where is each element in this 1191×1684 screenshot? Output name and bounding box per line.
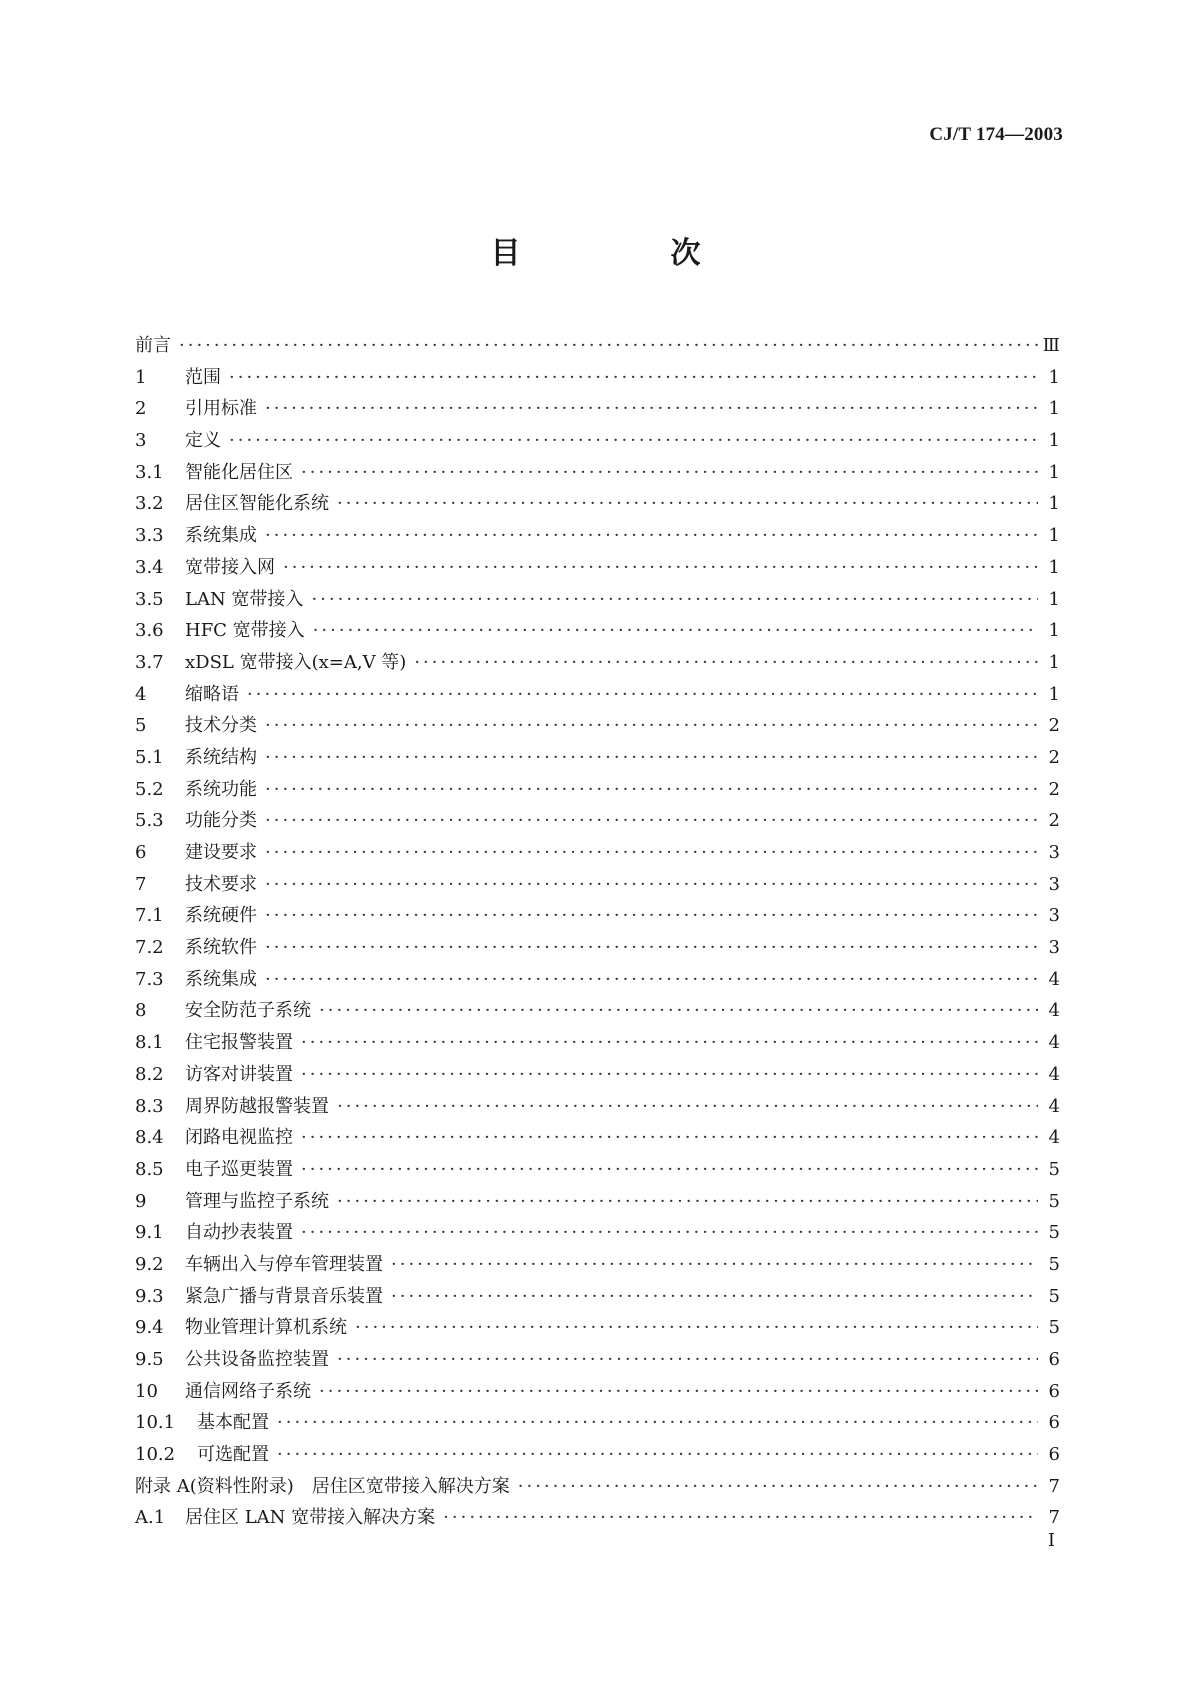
toc-entry-page: 1 bbox=[1048, 398, 1060, 420]
dot-leader bbox=[265, 837, 1038, 869]
toc-entry-title: 附录 A(资料性附录) 居住区宽带接入解决方案 bbox=[135, 1475, 510, 1497]
toc-entry-number: 9.5 bbox=[135, 1349, 164, 1370]
toc-entry-number: 9.4 bbox=[135, 1317, 164, 1339]
toc-entry-number: 9 bbox=[135, 1190, 147, 1212]
toc-entry-page: 6 bbox=[1048, 1444, 1060, 1466]
toc-entry-page: 7 bbox=[1048, 1475, 1060, 1497]
toc-entry-number: 3.2 bbox=[135, 493, 164, 515]
toc-entry[interactable] bbox=[135, 742, 1060, 774]
toc-entry-page: 1 bbox=[1048, 366, 1060, 388]
toc-entry[interactable] bbox=[135, 647, 1060, 679]
toc-entry-page: 5 bbox=[1048, 1253, 1060, 1275]
toc-entry[interactable] bbox=[135, 584, 1060, 616]
toc-entry-number: 3.3 bbox=[135, 525, 164, 547]
dot-leader bbox=[301, 1122, 1038, 1154]
toc-entry-page: 4 bbox=[1048, 1127, 1060, 1149]
toc-entry-title: LAN 宽带接入 bbox=[185, 588, 304, 610]
toc-entry-page: 6 bbox=[1048, 1412, 1060, 1434]
toc-entry[interactable] bbox=[135, 488, 1060, 520]
toc-entry-number: 5.1 bbox=[135, 746, 164, 768]
dot-leader bbox=[265, 932, 1038, 964]
toc-entry-number: 8.3 bbox=[135, 1095, 164, 1117]
toc-entry-number: 3.4 bbox=[135, 556, 164, 578]
toc-entry-number: 7.3 bbox=[135, 968, 164, 990]
toc-entry-page: Ⅲ bbox=[1042, 335, 1060, 356]
toc-entry-number: 8 bbox=[135, 1000, 147, 1022]
toc-entry-title: 系统硬件 bbox=[185, 905, 257, 927]
toc-entry-page: 1 bbox=[1048, 461, 1060, 483]
dot-leader bbox=[414, 647, 1038, 679]
toc-entry-title: 技术分类 bbox=[185, 715, 257, 737]
toc-entry-page: 3 bbox=[1048, 842, 1060, 863]
standard-code: CJ/T 174—2003 bbox=[929, 124, 1063, 145]
dot-leader bbox=[301, 1059, 1038, 1091]
toc-entry-number: 8.1 bbox=[135, 1032, 164, 1054]
toc-entry-page: 4 bbox=[1048, 1000, 1060, 1022]
toc-entry-page: 1 bbox=[1048, 620, 1060, 642]
toc-entry-number: 1 bbox=[135, 366, 147, 388]
toc-entry[interactable] bbox=[135, 1471, 1060, 1503]
toc-entry-title: 功能分类 bbox=[185, 810, 257, 832]
toc-entry-page: 2 bbox=[1048, 810, 1060, 832]
toc-entry-page: 7 bbox=[1048, 1507, 1060, 1529]
dot-leader bbox=[277, 1439, 1038, 1471]
toc-entry[interactable] bbox=[135, 1027, 1060, 1059]
toc-entry-number: 9.2 bbox=[135, 1253, 164, 1275]
dot-leader bbox=[355, 1312, 1038, 1344]
toc-entry-number: 6 bbox=[135, 842, 147, 863]
toc-entry-title: 范围 bbox=[185, 366, 221, 388]
toc-entry-title: 公共设备监控装置 bbox=[185, 1349, 329, 1370]
toc-entry-number: 3.5 bbox=[135, 588, 164, 610]
toc-entry[interactable] bbox=[135, 774, 1060, 806]
toc-entry-title: 建设要求 bbox=[185, 842, 257, 863]
toc-entry-title: 车辆出入与停车管理装置 bbox=[185, 1253, 383, 1275]
toc-entry[interactable] bbox=[135, 330, 1060, 362]
toc-entry-page: 1 bbox=[1048, 683, 1060, 705]
dot-leader bbox=[301, 1154, 1038, 1186]
table-of-contents bbox=[135, 330, 1060, 1534]
toc-entry-title: 系统结构 bbox=[185, 746, 257, 768]
toc-entry-number: 3.7 bbox=[135, 651, 164, 673]
dot-leader bbox=[337, 1091, 1038, 1123]
toc-entry-page: 4 bbox=[1048, 1095, 1060, 1117]
toc-entry[interactable] bbox=[135, 520, 1060, 552]
toc-entry-number: 9.3 bbox=[135, 1285, 164, 1307]
toc-entry-page: 1 bbox=[1048, 430, 1060, 452]
toc-entry-title: 定义 bbox=[185, 430, 221, 452]
toc-entry[interactable] bbox=[135, 1249, 1060, 1281]
toc-entry-page: 4 bbox=[1048, 1063, 1060, 1085]
toc-entry-title: 管理与监控子系统 bbox=[185, 1190, 329, 1212]
toc-entry[interactable] bbox=[135, 1502, 1060, 1534]
toc-entry-title: 宽带接入网 bbox=[185, 556, 275, 578]
dot-leader bbox=[265, 900, 1038, 932]
toc-entry[interactable] bbox=[135, 964, 1060, 996]
toc-entry-page: 5 bbox=[1048, 1317, 1060, 1339]
toc-entry[interactable] bbox=[135, 362, 1060, 394]
toc-entry-number: 7.1 bbox=[135, 905, 164, 927]
dot-leader bbox=[283, 552, 1038, 584]
toc-entry-page: 6 bbox=[1048, 1380, 1060, 1402]
toc-entry-number: 5.3 bbox=[135, 810, 164, 832]
toc-entry[interactable] bbox=[135, 552, 1060, 584]
toc-entry-page: 6 bbox=[1048, 1349, 1060, 1370]
toc-entry-page: 1 bbox=[1048, 525, 1060, 547]
dot-leader bbox=[311, 584, 1038, 616]
toc-entry-number: A.1 bbox=[135, 1507, 166, 1529]
toc-entry-page: 5 bbox=[1048, 1158, 1060, 1180]
toc-entry-title: 系统集成 bbox=[185, 525, 257, 547]
toc-entry-page: 2 bbox=[1048, 746, 1060, 768]
toc-entry-title: 周界防越报警装置 bbox=[185, 1095, 329, 1117]
toc-entry[interactable] bbox=[135, 1154, 1060, 1186]
toc-entry-page: 4 bbox=[1048, 1032, 1060, 1054]
toc-entry[interactable] bbox=[135, 805, 1060, 837]
toc-entry-number: 7 bbox=[135, 873, 147, 895]
dot-leader bbox=[301, 1217, 1038, 1249]
toc-entry-title: 闭路电视监控 bbox=[185, 1127, 293, 1149]
toc-entry[interactable] bbox=[135, 1186, 1060, 1218]
toc-entry-title: 自动抄表装置 bbox=[185, 1222, 293, 1244]
toc-entry-title: 系统功能 bbox=[185, 778, 257, 800]
toc-entry-number: 5 bbox=[135, 715, 147, 737]
page-number: I bbox=[1047, 1530, 1055, 1551]
toc-entry[interactable] bbox=[135, 1344, 1060, 1376]
toc-entry[interactable] bbox=[135, 1217, 1060, 1249]
dot-leader bbox=[391, 1249, 1038, 1281]
toc-entry-title: 技术要求 bbox=[185, 873, 257, 895]
toc-entry[interactable] bbox=[135, 900, 1060, 932]
toc-entry-page: 2 bbox=[1048, 715, 1060, 737]
toc-entry-number: 7.2 bbox=[135, 937, 164, 959]
toc-entry[interactable] bbox=[135, 1281, 1060, 1313]
toc-entry-number: 9.1 bbox=[135, 1222, 164, 1244]
dot-leader bbox=[518, 1471, 1038, 1503]
toc-entry[interactable] bbox=[135, 1407, 1060, 1439]
toc-entry[interactable] bbox=[135, 1439, 1060, 1471]
dot-leader bbox=[265, 964, 1038, 996]
toc-entry-number: 10 bbox=[135, 1380, 158, 1402]
dot-leader bbox=[301, 457, 1038, 489]
toc-entry-title: 物业管理计算机系统 bbox=[185, 1317, 347, 1339]
toc-entry-title: 居住区 LAN 宽带接入解决方案 bbox=[185, 1507, 436, 1529]
toc-entry[interactable] bbox=[135, 837, 1060, 869]
dot-leader bbox=[265, 393, 1038, 425]
toc-entry[interactable] bbox=[135, 932, 1060, 964]
toc-entry-title: 访客对讲装置 bbox=[185, 1063, 293, 1085]
dot-leader bbox=[247, 679, 1038, 711]
dot-leader bbox=[391, 1281, 1038, 1313]
dot-leader bbox=[337, 488, 1038, 520]
toc-entry-page: 3 bbox=[1048, 905, 1060, 927]
toc-entry[interactable] bbox=[135, 869, 1060, 901]
dot-leader bbox=[265, 520, 1038, 552]
toc-entry-page: 1 bbox=[1048, 651, 1060, 673]
toc-entry-title: xDSL 宽带接入(x=A,V 等) bbox=[185, 651, 407, 673]
toc-entry[interactable] bbox=[135, 457, 1060, 489]
toc-entry-title: 安全防范子系统 bbox=[185, 1000, 311, 1022]
toc-entry-number: 10.1 bbox=[135, 1412, 176, 1434]
toc-entry-page: 2 bbox=[1048, 778, 1060, 800]
toc-entry-number: 2 bbox=[135, 398, 147, 420]
toc-heading: 目 次 bbox=[490, 236, 761, 271]
toc-entry-page: 3 bbox=[1048, 873, 1060, 895]
toc-entry-title: 通信网络子系统 bbox=[185, 1380, 311, 1402]
dot-leader bbox=[443, 1502, 1038, 1534]
toc-entry-title: 引用标准 bbox=[185, 398, 257, 420]
toc-entry-number: 3.6 bbox=[135, 620, 164, 642]
toc-entry-title: HFC 宽带接入 bbox=[185, 620, 305, 642]
toc-entry-number: 8.2 bbox=[135, 1063, 164, 1085]
toc-entry-title: 智能化居住区 bbox=[185, 461, 293, 483]
dot-leader bbox=[319, 1376, 1038, 1408]
toc-entry[interactable] bbox=[135, 1091, 1060, 1123]
dot-leader bbox=[179, 330, 1038, 362]
toc-entry-page: 5 bbox=[1048, 1190, 1060, 1212]
toc-entry-title: 系统集成 bbox=[185, 968, 257, 990]
toc-entry[interactable] bbox=[135, 615, 1060, 647]
toc-entry-number: 5.2 bbox=[135, 778, 164, 800]
toc-entry-number: 3 bbox=[135, 430, 147, 452]
toc-entry[interactable] bbox=[135, 1122, 1060, 1154]
toc-entry-title: 系统软件 bbox=[185, 937, 257, 959]
toc-entry[interactable] bbox=[135, 1312, 1060, 1344]
dot-leader bbox=[265, 774, 1038, 806]
toc-entry-number: 10.2 bbox=[135, 1444, 176, 1466]
toc-entry-title: 前言 bbox=[135, 335, 171, 356]
toc-entry[interactable] bbox=[135, 1059, 1060, 1091]
dot-leader bbox=[313, 615, 1038, 647]
dot-leader bbox=[301, 1027, 1038, 1059]
toc-entry-page: 3 bbox=[1048, 937, 1060, 959]
toc-entry-title: 住宅报警装置 bbox=[185, 1032, 293, 1054]
toc-entry-page: 5 bbox=[1048, 1222, 1060, 1244]
toc-entry-title: 基本配置 bbox=[197, 1412, 269, 1434]
toc-entry-title: 可选配置 bbox=[197, 1444, 269, 1466]
toc-entry-number: 8.5 bbox=[135, 1158, 164, 1180]
toc-entry-page: 4 bbox=[1048, 968, 1060, 990]
toc-entry-page: 1 bbox=[1048, 493, 1060, 515]
toc-entry-page: 1 bbox=[1048, 556, 1060, 578]
toc-entry-title: 电子巡更装置 bbox=[185, 1158, 293, 1180]
dot-leader bbox=[265, 869, 1038, 901]
dot-leader bbox=[265, 710, 1038, 742]
dot-leader bbox=[337, 1344, 1038, 1376]
dot-leader bbox=[337, 1186, 1038, 1218]
toc-entry-title: 紧急广播与背景音乐装置 bbox=[185, 1285, 383, 1307]
toc-entry[interactable] bbox=[135, 425, 1060, 457]
dot-leader bbox=[319, 995, 1038, 1027]
toc-entry-page: 1 bbox=[1048, 588, 1060, 610]
toc-entry-number: 8.4 bbox=[135, 1127, 164, 1149]
dot-leader bbox=[265, 805, 1038, 837]
toc-entry-page: 5 bbox=[1048, 1285, 1060, 1307]
toc-entry[interactable] bbox=[135, 679, 1060, 711]
dot-leader bbox=[229, 362, 1038, 394]
toc-entry[interactable] bbox=[135, 995, 1060, 1027]
toc-entry-title: 缩略语 bbox=[185, 683, 239, 705]
dot-leader bbox=[229, 425, 1038, 457]
toc-entry[interactable] bbox=[135, 1376, 1060, 1408]
toc-entry-number: 3.1 bbox=[135, 461, 164, 483]
dot-leader bbox=[265, 742, 1038, 774]
toc-entry-number: 4 bbox=[135, 683, 147, 705]
toc-entry[interactable] bbox=[135, 393, 1060, 425]
dot-leader bbox=[277, 1407, 1038, 1439]
toc-entry-title: 居住区智能化系统 bbox=[185, 493, 329, 515]
toc-entry[interactable] bbox=[135, 710, 1060, 742]
